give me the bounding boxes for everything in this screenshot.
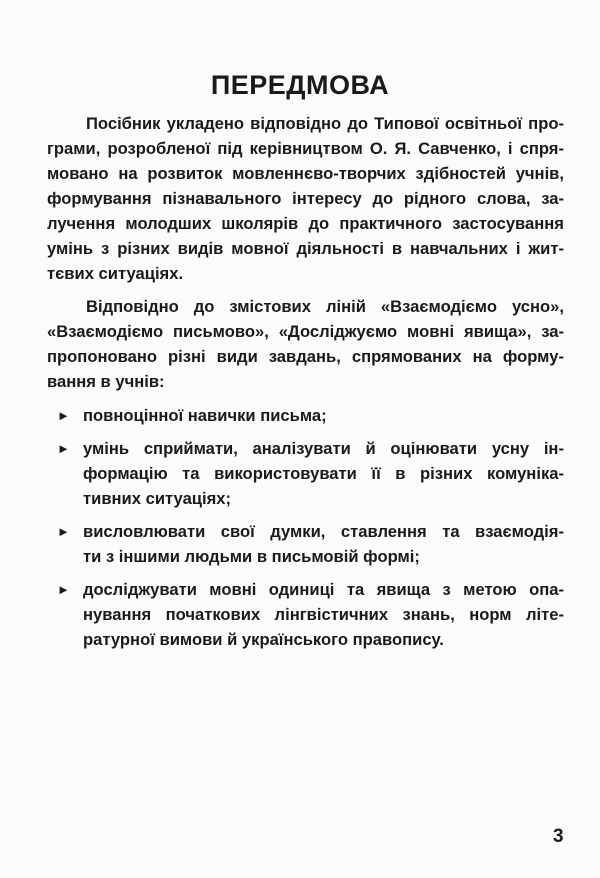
text-line: повноцінної навички письма;	[83, 406, 327, 425]
list-item	[47, 519, 564, 569]
text-line: ти з іншими людьми в письмовій формі;	[83, 547, 420, 566]
text-line: формування пізнавального інтересу до рідного слова, за-	[47, 189, 564, 208]
bullet-arrow-icon: ►	[57, 441, 70, 456]
text-line: Посібник укладено відповідно до Типової освітньої про-	[86, 114, 564, 133]
text-line: нування початкових лінгвістичних знань, норм літе-	[83, 605, 564, 624]
bullet-arrow-icon: ►	[57, 582, 70, 597]
text-line: пропоновано різні види завдань, спрямованих на форму-	[47, 347, 564, 366]
bullet-arrow-icon: ►	[57, 408, 70, 423]
text-line: мовано на розвиток мовленнєво-творчих здібностей учнів,	[47, 164, 564, 183]
page-title: ПЕРЕДМОВА	[210, 70, 390, 100]
bullet-arrow-icon: ►	[57, 524, 70, 539]
bullet-list	[47, 403, 564, 652]
text-line: «Взаємодіємо письмово», «Досліджуємо мовні явища», за-	[47, 322, 564, 341]
list-item	[47, 403, 564, 428]
paragraph-intro	[47, 111, 564, 286]
page-number: 3	[553, 826, 564, 847]
text-line: ратурної вимови й українського правопису.	[83, 630, 444, 649]
text-line: вання в учнів:	[47, 372, 165, 391]
text-line: формацію та використовувати її в різних комуніка-	[83, 464, 564, 483]
text-line: умінь з різних видів мовної діяльності в навчальних і жит-	[47, 239, 564, 258]
list-item	[47, 577, 564, 652]
text-line: Відповідно до змістових ліній «Взаємодіємо усно»,	[86, 297, 564, 316]
text-line: тєвих ситуаціях.	[47, 264, 184, 283]
paragraph-content-lines	[47, 294, 564, 394]
text-line: умінь сприймати, аналізувати й оцінювати усну ін-	[83, 439, 564, 458]
text-line: тивних ситуаціях;	[83, 489, 232, 508]
text-line: досліджувати мовні одиниці та явища з метою опа-	[83, 580, 564, 599]
text-line: грами, розробленої під керівництвом О. Я. Савченко, і спря-	[47, 139, 564, 158]
list-item	[47, 436, 564, 511]
text-line: лучення молодших школярів до практичного застосування	[47, 214, 564, 233]
text-line: висловлювати свої думки, ставлення та взаємодія-	[83, 522, 564, 541]
